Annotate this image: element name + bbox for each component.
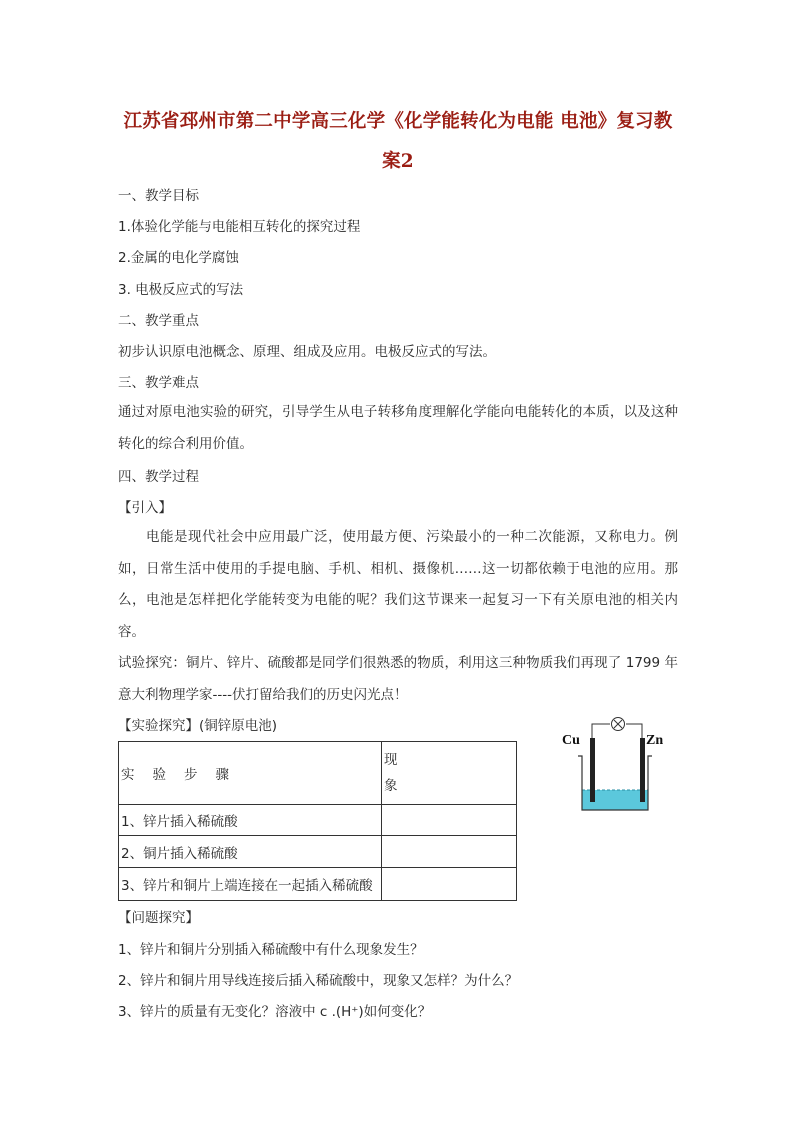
zinc-label: Zn <box>646 733 664 748</box>
zinc-electrode <box>640 738 645 802</box>
document-title-line2: 案2 <box>382 151 414 172</box>
goal-item-2: 2.金属的电化学腐蚀 <box>118 250 239 266</box>
copper-electrode <box>590 738 595 802</box>
goals-heading: 一、教学目标 <box>118 188 199 204</box>
table-row <box>119 836 517 868</box>
table-cell-observation <box>382 868 517 901</box>
table-cell-observation <box>382 836 517 868</box>
intro-paragraph: 电能是现代社会中应用最广泛，使用最方便、污染最小的一种二次能源，又称电力。例如，日常生活中使用的手提电脑、手机、相机、摄像机……这一切都依赖于电池的应用。那么，电池是怎样把化学能转变为电能的呢？我们这节课来一起复习一下有关原电池的相关内容。 <box>118 529 678 640</box>
question-heading: 【问题探究】 <box>118 910 199 926</box>
goal-item-3: 3. 电极反应式的写法 <box>118 282 244 298</box>
goal-item-1: 1.体验化学能与电能相互转化的探究过程 <box>118 219 361 235</box>
question-1: 1、锌片和铜片分别插入稀硫酸中有什么现象发生？ <box>118 942 424 958</box>
table-header-observation: 现象 <box>382 742 517 805</box>
difficulty-heading: 三、教学难点 <box>118 375 199 391</box>
table-header-row <box>119 742 517 805</box>
table-cell-step: 3、锌片和铜片上端连接在一起插入稀硫酸 <box>119 868 382 901</box>
table-header-steps: 实验步骤 <box>119 742 382 805</box>
key-points-heading: 二、教学重点 <box>118 313 199 329</box>
trial-paragraph: 试验探究：铜片、锌片、硫酸都是同学们很熟悉的物质，利用这三种物质我们再现了 1799 年 意大利物理学家----伏打留给我们的历史闪光点！ <box>118 655 678 703</box>
galvanic-cell-diagram <box>558 716 668 816</box>
galvanometer-icon <box>612 718 625 731</box>
table-row <box>119 805 517 836</box>
table-cell-step: 2、铜片插入稀硫酸 <box>119 836 382 868</box>
table-cell-step: 1、锌片插入稀硫酸 <box>119 805 382 836</box>
question-3: 3、锌片的质量有无变化？溶液中 c .(H⁺)如何变化？ <box>118 1004 432 1020</box>
key-points-text: 初步认识原电池概念、原理、组成及应用。电极反应式的写法。 <box>118 344 496 360</box>
copper-label: Cu <box>562 733 580 748</box>
document-title-line1: 江苏省邳州市第二中学高三化学《化学能转化为电能 电池》复习教 <box>123 111 673 132</box>
difficulty-text: 通过对原电池实验的研究，引导学生从电子转移角度理解化学能向电能转化的本质，以及这种转化的综合利用价值。 <box>118 404 678 452</box>
table-cell-observation <box>382 805 517 836</box>
intro-heading: 【引入】 <box>118 500 172 516</box>
experiment-table <box>118 741 517 901</box>
wire-left <box>592 724 610 738</box>
question-2: 2、锌片和铜片用导线连接后插入稀硫酸中，现象又怎样？为什么？ <box>118 973 519 989</box>
wire-right <box>626 724 642 738</box>
table-row <box>119 868 517 901</box>
experiment-heading: 【实验探究】(铜锌原电池) <box>118 718 278 734</box>
process-heading: 四、教学过程 <box>118 469 199 485</box>
